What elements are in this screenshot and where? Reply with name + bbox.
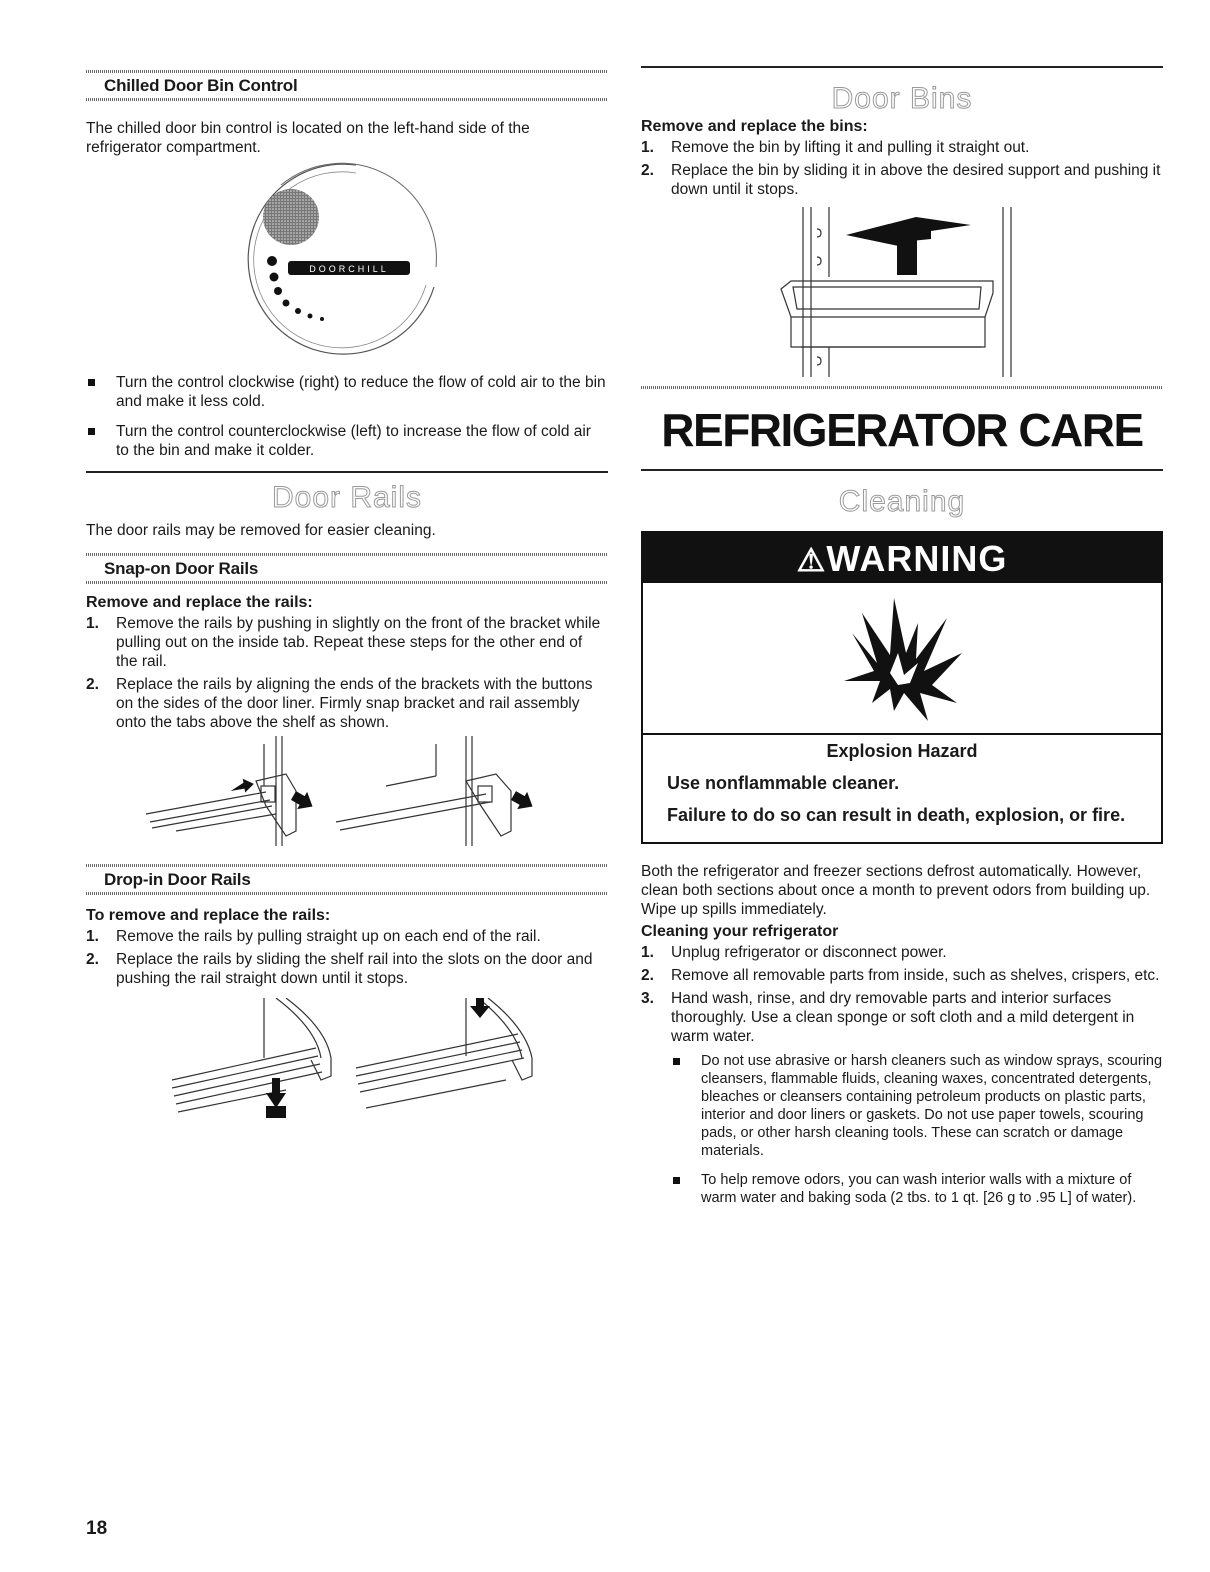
divider	[86, 864, 608, 867]
divider	[86, 892, 608, 895]
explosion-icon	[643, 583, 1161, 735]
list-item: 1. Remove the rails by pushing in slightly on the front of the bracket while pulling out on the inside tab. Repeat these steps for the other end of the rail.	[86, 615, 601, 670]
bullet-icon	[673, 1177, 680, 1184]
dial-label: DOORCHILL	[309, 264, 389, 274]
snap-on-lead: Remove and replace the rails:	[86, 594, 313, 611]
cleaning-title: Cleaning	[838, 485, 966, 518]
snap-on-steps	[86, 614, 608, 732]
list-item: 3. Hand wash, rinse, and dry removable parts and interior surfaces thoroughly. Use a clean sponge or soft cloth and a mild detergent in warm water.	[641, 990, 1135, 1045]
bullet-icon	[88, 379, 95, 386]
warning-text	[643, 735, 1161, 842]
list-item: 1. Remove the rails by pulling straight up on each end of the rail.	[86, 928, 541, 945]
door-bins-lead: Remove and replace the bins:	[641, 118, 868, 135]
divider	[86, 70, 608, 73]
chilled-bullets	[86, 373, 608, 460]
list-item: 2. Remove all removable parts from inside, such as shelves, crispers, etc.	[641, 967, 1160, 984]
right-column	[641, 66, 1163, 1218]
drop-in-steps	[86, 927, 608, 988]
drop-in-rails-illustration	[86, 998, 608, 1128]
door-bin-illustration	[641, 207, 1163, 382]
left-column	[86, 70, 608, 1128]
warning-line: Use nonflammable cleaner.	[667, 773, 900, 793]
list-item: Do not use abrasive or harsh cleaners such as window sprays, scouring cleansers, flammable fluids, cleaning waxes, concentrated detergents, bleaches or cleansers containing petroleum products on plastic parts, interior and door liners or gaskets. Do not use paper towels, scouring pads, or other harsh cleaning tools. These can scratch or damage materials.	[671, 1052, 1163, 1160]
section-rule	[641, 66, 1163, 68]
warning-triangle-icon: ⚠	[796, 542, 827, 578]
section-rule	[641, 469, 1163, 471]
list-item: To help remove odors, you can wash interior walls with a mixture of warm water and baking soda (2 tbs. to 1 qt. [26 g to .95 L] of water).	[671, 1171, 1163, 1207]
list-item: 2. Replace the bin by sliding it in above the desired support and pushing it down until it stops.	[641, 162, 1161, 198]
snap-on-rails-illustration	[86, 736, 608, 856]
cleaning-bullets	[641, 1052, 1163, 1207]
snap-on-heading: Snap-on Door Rails	[104, 559, 259, 578]
door-bins-steps	[641, 138, 1163, 199]
door-rails-title: Door Rails	[271, 481, 423, 514]
section-rule	[86, 471, 608, 473]
refrigerator-care-title: REFRIGERATOR CARE	[661, 404, 1143, 456]
divider	[86, 581, 608, 584]
door-rails-intro: The door rails may be removed for easier cleaning.	[86, 522, 436, 539]
drop-in-heading: Drop-in Door Rails	[104, 870, 251, 889]
list-item: 2. Replace the rails by aligning the ends of the brackets with the buttons on the sides of the door liner. Firmly snap bracket and rail assembly onto the tabs above the shelf as shown.	[86, 676, 593, 731]
warning-header: ⚠WARNING	[643, 533, 1161, 583]
bullet-icon	[673, 1058, 680, 1065]
cleaning-steps	[641, 943, 1163, 1046]
door-chill-dial-illustration	[86, 157, 608, 367]
hazard-title: Explosion Hazard	[826, 741, 978, 761]
list-item: 1. Remove the bin by lifting it and pulling it straight out.	[641, 139, 1030, 156]
bullet-icon	[88, 428, 95, 435]
drop-in-lead: To remove and replace the rails:	[86, 907, 331, 924]
list-item: Turn the control counterclockwise (left) to increase the flow of cold air to the bin and make it colder.	[86, 422, 608, 460]
list-item: 2. Replace the rails by sliding the shelf rail into the slots on the door and pushing the rail straight down until it stops.	[86, 951, 593, 987]
door-bins-title: Door Bins	[831, 82, 973, 115]
chilled-door-bin-heading: Chilled Door Bin Control	[104, 76, 298, 95]
list-item: Turn the control clockwise (right) to reduce the flow of cold air to the bin and make it less cold.	[86, 373, 608, 411]
list-item: 1. Unplug refrigerator or disconnect power.	[641, 944, 947, 961]
warning-line: Failure to do so can result in death, explosion, or fire.	[667, 805, 1126, 825]
warning-box	[641, 531, 1163, 844]
page-number: 18	[86, 1518, 108, 1539]
divider	[641, 386, 1163, 389]
divider	[86, 98, 608, 101]
chilled-intro: The chilled door bin control is located on the left-hand side of the refrigerator compartment.	[86, 120, 530, 156]
cleaning-lead: Cleaning your refrigerator	[641, 923, 839, 940]
cleaning-intro: Both the refrigerator and freezer sections defrost automatically. However, clean both sections about once a month to prevent odors from building up. Wipe up spills immediately.	[641, 863, 1151, 918]
divider	[86, 553, 608, 556]
